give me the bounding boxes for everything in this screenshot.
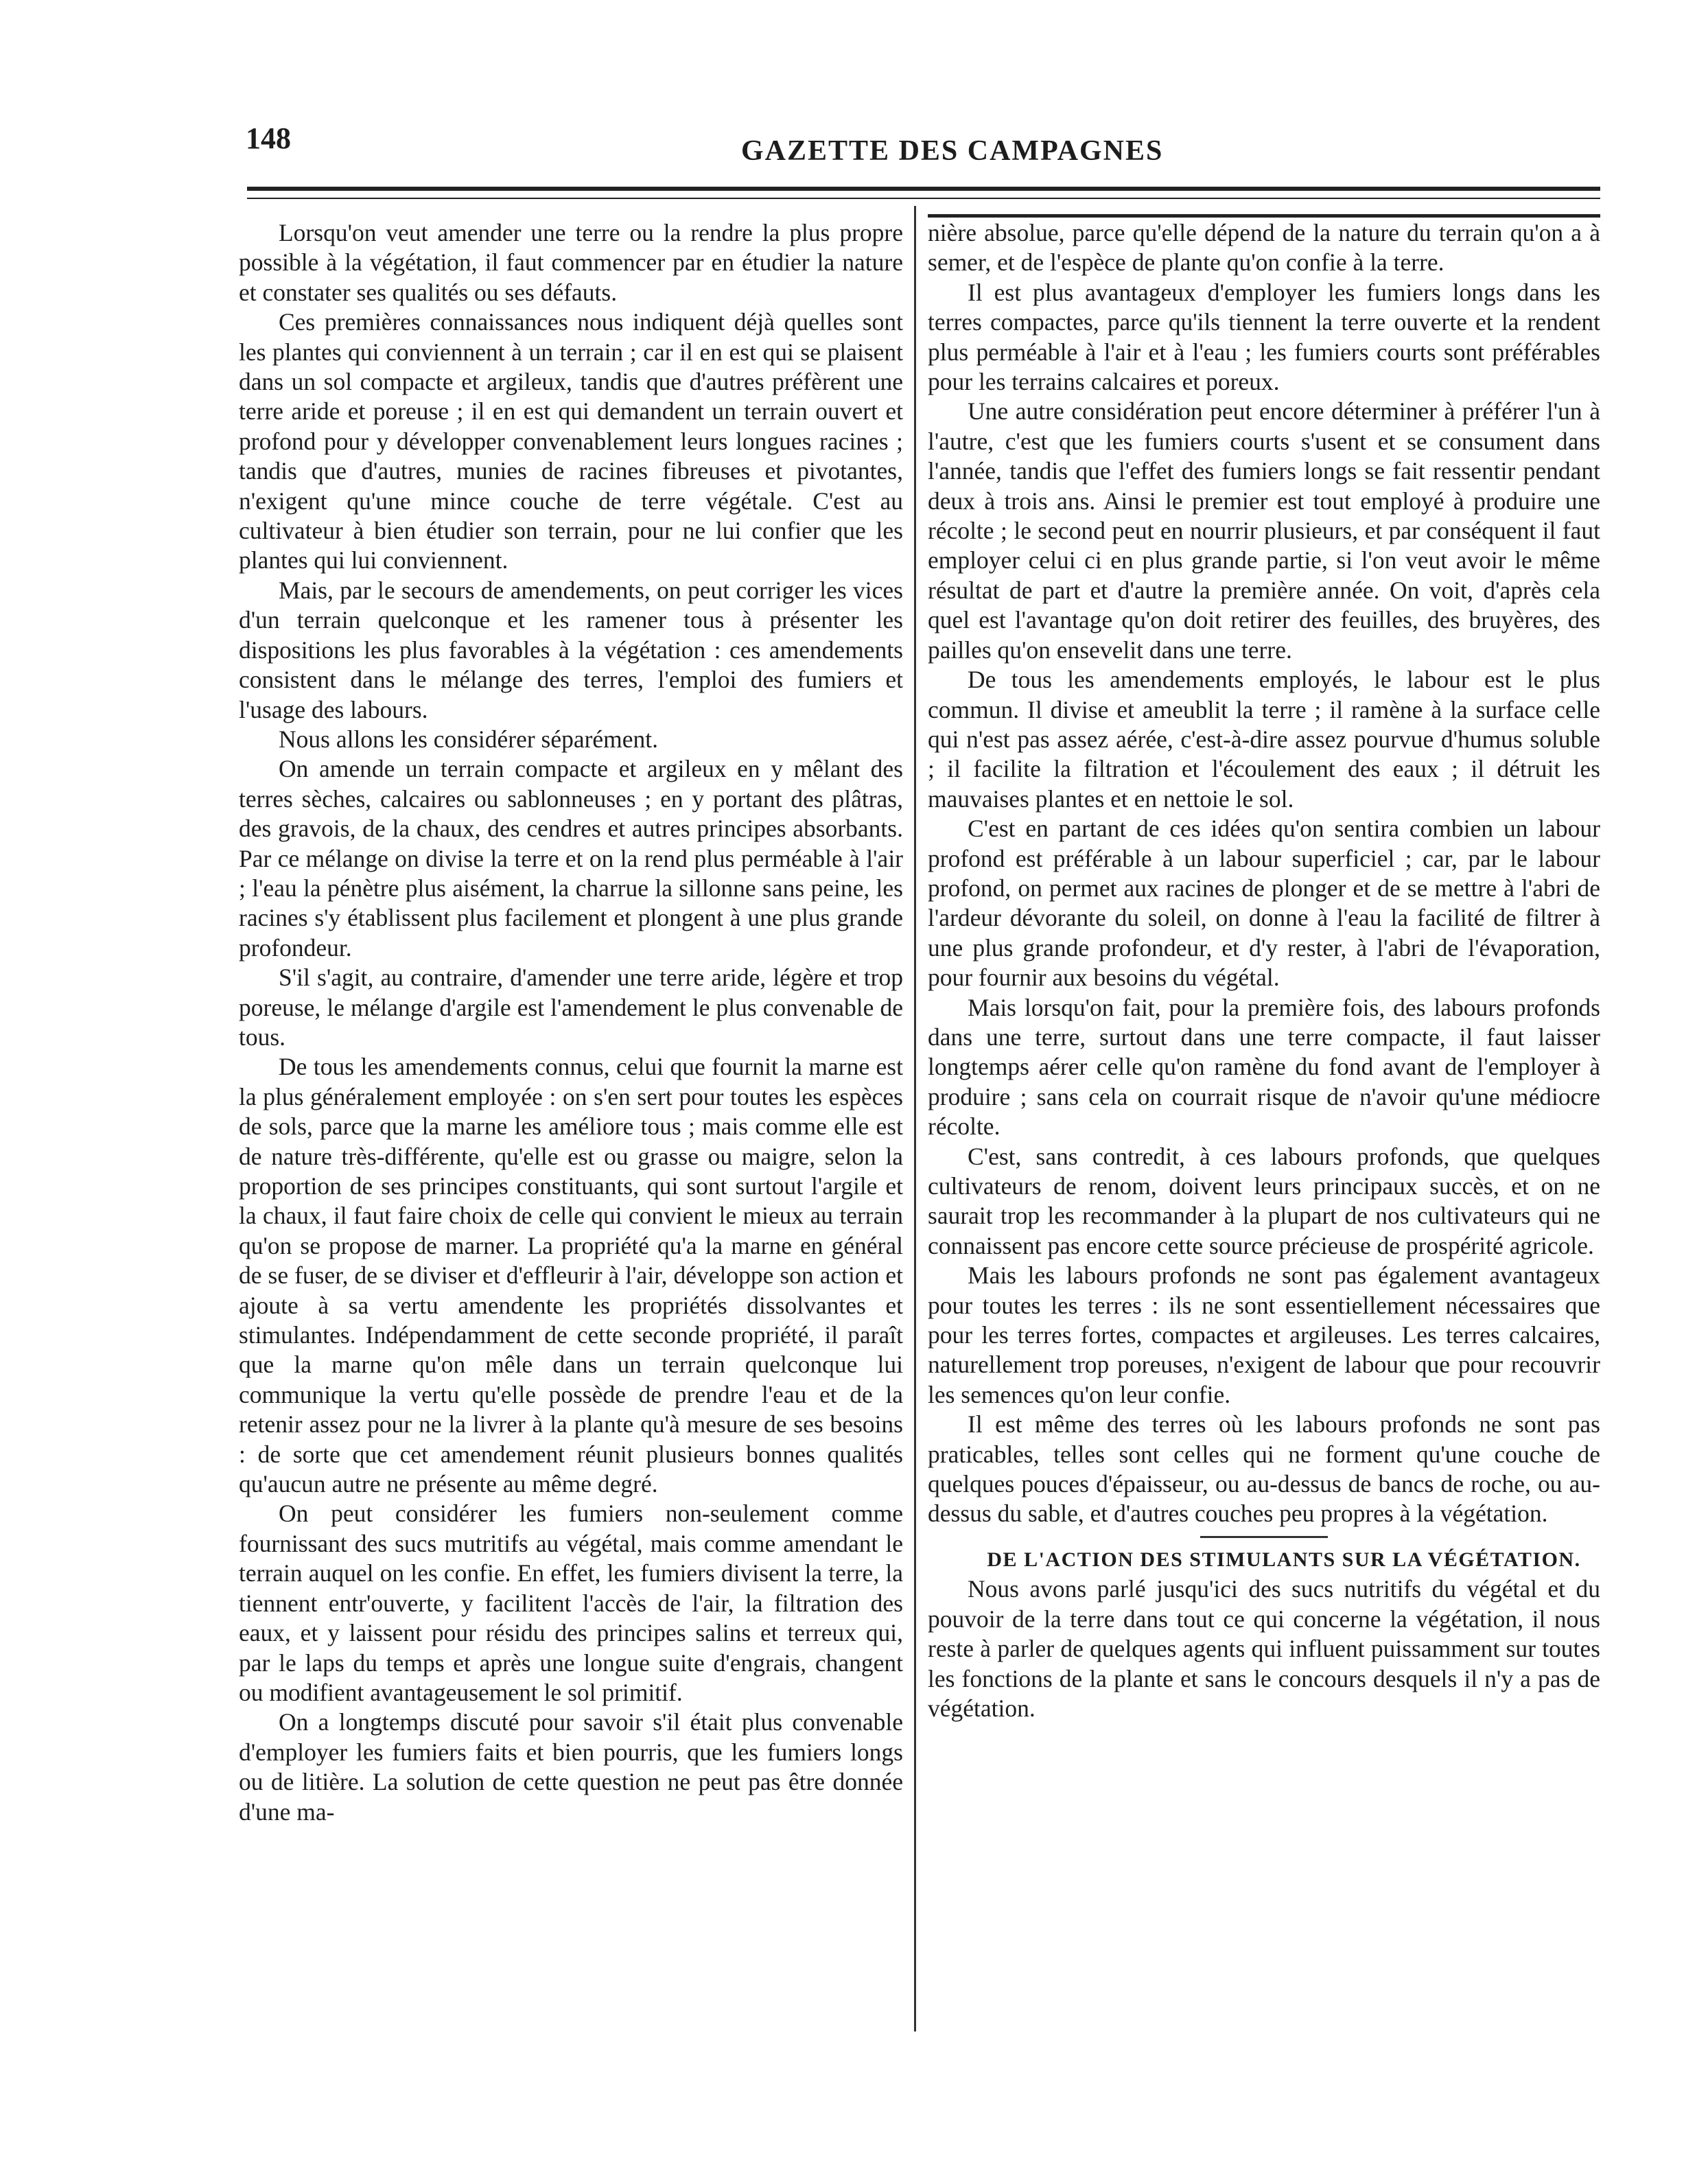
- paragraph: C'est en partant de ces idées qu'on sentira combien un labour profond est préférable à un labour superficiel ; car, par le labour profond, on permet aux racines de plonger et de se mettre à l'abri de l'ardeur dévorante du soleil, on donne à l'eau la facilité de filtrer à une plus grande profondeur, et d'y rester, à l'abri de l'évaporation, pour fournir aux besoins du végétal.: [928, 815, 1600, 992]
- header-rule: [247, 187, 1600, 199]
- column-divider: [914, 206, 916, 2031]
- header-rule-right: [928, 214, 1600, 218]
- left-column: [239, 218, 903, 1827]
- paragraph: Une autre considération peut encore déterminer à préférer l'un à l'autre, c'est que les fumiers courts s'usent et se consument dans l'année, tandis que l'effet des fumiers longs se fait ressentir pendant deux à trois ans. Ainsi le premier est tout employé à produire une récolte ; le second peut en nourrir plusieurs, et par conséquent il faut employer celui ci en plus grande partie, si l'on veut avoir le même résultat de part et d'autre la première année. On voit, d'après cela quel est l'avantage qu'on doit retirer des feuilles, des bruyères, des pailles qu'on ensevelit dans une terre.: [928, 397, 1600, 664]
- paragraph: Ces premières connaissances nous indiquent déjà quelles sont les plantes qui conviennent à un terrain ; car il en est qui se plaisent dans un sol compacte et argileux, tandis que d'autres préfèrent une terre aride et poreuse ; il en est qui demandent un terrain ouvert et profond pour y développer convenablement leurs longues racines ; tandis que d'autres, munies de racines fibreuses et pivotantes, n'exigent qu'une mince couche de terre végétale. C'est au cultivateur à bien étudier son terrain, pour ne lui confier que les plantes qui lui conviennent.: [239, 308, 903, 574]
- paragraph-continued: nière absolue, parce qu'elle dépend de la nature du terrain qu'on a à semer, et de l'espèce de plante qu'on confie à la terre.: [928, 219, 1600, 277]
- paragraph: On a longtemps discuté pour savoir s'il était plus convenable d'employer les fumiers faits et bien pourris, que les fumiers longs ou de litière. La solution de cette question ne peut pas être donnée d'une ma-: [239, 1708, 903, 1826]
- paragraph: De tous les amendements employés, le labour est le plus commun. Il divise et ameublit la terre ; il ramène à la surface celle qui n'est pas assez aérée, c'est-à-dire assez pourvue d'humus soluble ; il facilite la filtration et l'écoulement des eaux ; il détruit les mauvaises plantes et en nettoie le sol.: [928, 666, 1600, 813]
- paragraph: Nous allons les considérer séparément.: [279, 725, 659, 753]
- paragraph: Il est même des terres où les labours profonds ne sont pas praticables, telles sont celles qui ne forment qu'une couche de quelques pouces d'épaisseur, ou au-dessus de bancs de roche, ou au-dessus du sable, et d'autres couches peu propres à la végétation.: [928, 1410, 1600, 1528]
- paragraph: De tous les amendements connus, celui que fournit la marne est la plus généralement employée : on s'en sert pour toutes les espèces de sols, parce que la marne les améliore tous ; mais comme elle est de nature très-différente, qu'elle est ou grasse ou maigre, selon la proportion de ses principes constituants, qui sont surtout l'argile et la chaux, il faut faire choix de celle qui convient le mieux au terrain qu'on se propose de marner. La propriété qu'a la marne en général de se fuser, de se diviser et d'effleurir à l'air, développe son action et ajoute à sa vertu amendente les propriétés dissolvantes et stimulantes. Indépendamment de cette seconde propriété, il paraît que la marne qu'on mêle dans un terrain quelconque lui communique la vertu qu'elle possède de prendre l'eau et de la retenir assez pour ne la livrer à la plante qu'à mesure de ses besoins : de sorte que cet amendement réunit plusieurs bonnes qualités qu'aucun autre ne présente au même degré.: [239, 1053, 903, 1498]
- page-number: 148: [246, 121, 291, 155]
- paragraph: Il est plus avantageux d'employer les fumiers longs dans les terres compactes, parce qu'ils tiennent la terre ouverte et la rendent plus perméable à l'air et à l'eau ; les fumiers courts sont préférables pour les terrains calcaires et poreux.: [928, 278, 1600, 396]
- running-head-title: GAZETTE DES CAMPAGNES: [741, 135, 1164, 167]
- paragraph: C'est, sans contredit, à ces labours profonds, que quelques cultivateurs de renom, doivent leurs principaux succès, et on ne saurait trop les recommander à la plupart de nos cultivateurs qui ne connaissent pas encore cette source précieuse de prospérité agricole.: [928, 1142, 1600, 1259]
- paragraph: Mais lorsqu'on fait, pour la première fois, des labours profonds dans une terre, surtout dans une terre compacte, il faut laisser longtemps aérer celle qu'on ramène du fond avant de l'employer à produire ; sans cela on courrait risque de n'avoir qu'une médiocre récolte.: [928, 993, 1600, 1141]
- paragraph: S'il s'agit, au contraire, d'amender une terre aride, légère et trop poreuse, le mélange d'argile est l'amendement le plus convenable de tous.: [239, 964, 903, 1051]
- paragraph: Lorsqu'on veut amender une terre ou la rendre la plus propre possible à la végétation, il faut commencer par en étudier la nature et constater ses qualités ou ses défauts.: [239, 219, 903, 306]
- section-separator: [1200, 1536, 1328, 1538]
- paragraph: Mais, par le secours de amendements, on peut corriger les vices d'un terrain quelconque et les ramener tous à présenter les dispositions les plus favorables à la végétation : ces amendements consistent dans le mélange des terres, l'emploi des fumiers et l'usage des labours.: [239, 576, 903, 723]
- paragraph: On peut considérer les fumiers non-seulement comme fournissant des sucs mutritifs au végétal, mais comme amendant le terrain auquel on les confie. En effet, les fumiers divisent la terre, la tiennent entr'ouverte, y facilitent l'accès de l'air, la filtration des eaux, et y laissent pour résidu des principes salins et terreux qui, par le laps du temps et après une longue suite d'engrais, changent ou modifient avantageusement le sol primitif.: [239, 1500, 903, 1706]
- paragraph: Mais les labours profonds ne sont pas également avantageux pour toutes les terres : ils ne sont essentiellement nécessaires que pour les terres fortes, compactes et argileuses. Les terres calcaires, naturellement trop poreuses, n'exigent de labour que pour recouvrir les semences qu'on leur confie.: [928, 1261, 1600, 1408]
- paragraph: Nous avons parlé jusqu'ici des sucs nutritifs du végétal et du pouvoir de la terre dans tout ce qui concerne la végétation, il nous reste à parler de quelques agents qui influent puissamment sur toutes les fonctions de la plante et sans le concours desquels il n'y a pas de végétation.: [928, 1575, 1600, 1722]
- section-heading: DE L'ACTION DES STIMULANTS SUR LA VÉGÉTATION.: [987, 1548, 1581, 1571]
- right-column: [928, 218, 1600, 1723]
- paragraph: On amende un terrain compacte et argileux en y mêlant des terres sèches, calcaires ou sablonneuses ; en y portant des plâtras, des gravois, de la chaux, des cendres et autres principes absorbants. Par ce mélange on divise la terre et on la rend plus perméable à l'air ; l'eau la pénètre plus aisément, la charrue la sillonne sans peine, les racines s'y établissent plus facilement et plongent à une plus grande profondeur.: [239, 755, 903, 962]
